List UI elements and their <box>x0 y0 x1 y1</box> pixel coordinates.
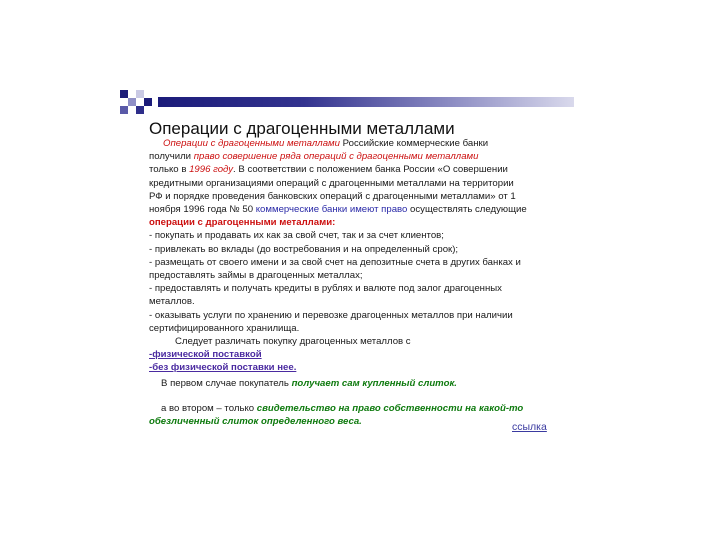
option-no-physical-delivery: -без физической поставки нее. <box>149 362 297 374</box>
option-line <box>149 361 579 374</box>
highlight-text: Операции с драгоценными металлами <box>163 138 340 149</box>
text-line <box>149 203 579 216</box>
decor-square <box>120 90 128 98</box>
body-text: а во втором – только <box>161 402 257 414</box>
body-text: получили <box>149 151 194 163</box>
body-text: В первом случае покупатель <box>161 377 292 389</box>
text-line: РФ и порядке проведения банковских операций с драгоценными металлами» от 1 <box>149 190 516 202</box>
list-item: сертифицированного хранилища. <box>149 322 300 334</box>
decor-square <box>120 106 128 114</box>
decor-square <box>144 98 152 106</box>
decor-square <box>136 106 144 114</box>
list-item: - покупать и продавать их как за свой счет, так и за счет клиентов; <box>149 230 444 242</box>
list-item: - оказывать услуги по хранению и перевозке драгоценных металлов при наличии <box>149 309 513 321</box>
body-text: Российские коммерческие банки <box>342 138 489 149</box>
highlight-text: 1996 году <box>189 164 234 176</box>
highlight-text: право совершение ряда операций с драгоценными металлами <box>193 151 479 163</box>
distinguish-line: Следует различать покупку драгоценных металлов с <box>175 336 411 348</box>
slide-title: Операции с драгоценными металлами <box>149 119 455 138</box>
list-item: металлов. <box>149 296 195 308</box>
list-item: - размещать от своего имени и за свой счет на депозитные счета в других банках и <box>149 256 521 268</box>
decor-square <box>136 90 144 98</box>
body-text: только в <box>149 164 190 176</box>
text-line: кредитными организациями операций с драгоценными металлами на территории <box>149 177 514 189</box>
text-line <box>149 137 579 150</box>
slide-body <box>149 137 579 428</box>
body-text: . В соответствии с положением банка России «О совершении <box>233 164 508 176</box>
reference-link[interactable]: ссылка <box>512 421 547 433</box>
blue-text: коммерческие банки имеют право <box>255 204 408 216</box>
option-line <box>149 348 579 361</box>
list-item: предоставлять займы в драгоценных металлах; <box>149 270 363 282</box>
option-physical-delivery: -физической поставкой <box>149 349 262 361</box>
second-case-line: обезличенный слиток определенного веса. <box>149 416 362 428</box>
body-text: осуществлять следующие <box>407 204 527 216</box>
decor-square <box>128 98 136 106</box>
body-text: ноября 1996 года № 50 <box>149 204 256 216</box>
list-item: - привлекать во вклады (до востребования и на определенный срок); <box>149 243 459 255</box>
operations-heading: операции с драгоценными металлами: <box>149 217 336 229</box>
first-case-line <box>149 377 579 390</box>
second-case-line <box>149 402 579 415</box>
green-text: свидетельство на право собственности на какой-то <box>256 402 524 414</box>
list-item: - предоставлять и получать кредиты в рублях и валюте под залог драгоценных <box>149 283 502 295</box>
green-text: получает сам купленный слиток. <box>291 377 457 389</box>
text-line <box>149 163 579 176</box>
header-band <box>158 97 574 107</box>
text-line <box>149 150 579 163</box>
